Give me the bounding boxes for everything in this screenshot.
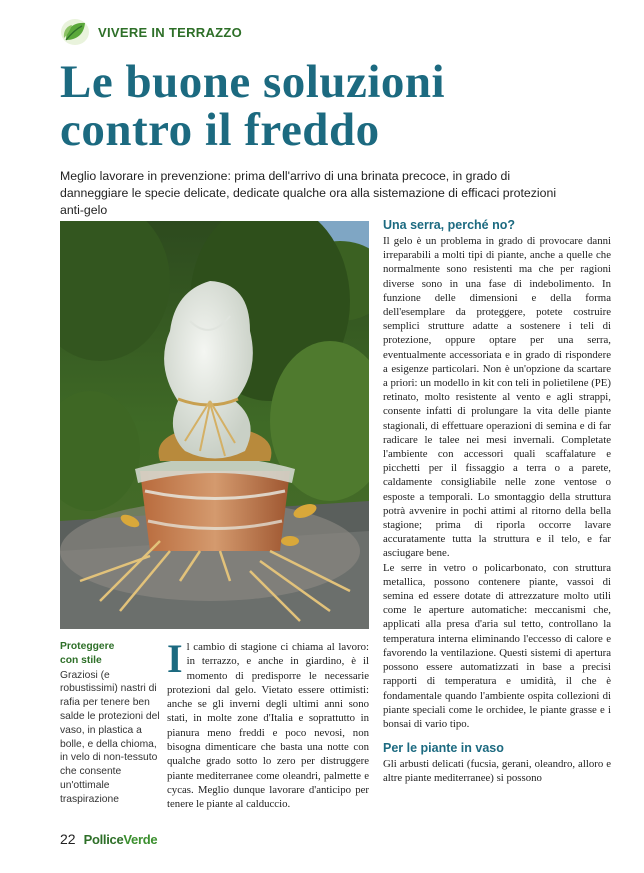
intro-text-block [167, 636, 369, 812]
magazine-name-part2: Verde [123, 832, 158, 847]
caption-subtitle: con stile [60, 654, 102, 666]
section-heading-greenhouse: Una serra, perché no? [383, 218, 515, 232]
title-line-1: Le buone soluzioni [60, 56, 446, 108]
article-deck: Meglio lavorare in prevenzione: prima dell'arrivo di una brinata precoce, in grado di danneggiare le specie delicate, dedicate qualche ora alla sistemazione di efficaci protezioni anti-gelo [60, 169, 557, 217]
leaf-icon [60, 18, 90, 46]
right-column [383, 218, 611, 786]
paragraph: Le serre in vetro o policarbonato, con struttura metallica, possono contenere piante, vassoi di semina ed essere dotate di attrezzature molto utili come le aperture automatiche: meccanismi che, applicati alla presa d'aria sul tetto, controllano la temperatura interna eliminando l'eccesso di calore e favorendo la ventilazione. Questi sistemi di apertura possono essere automatizzati in base a precisi rapporti di temperatura e umidità, il che è fondamentale quando l'ambiente ospita collezioni di piante speciali come le orchidee, le piante grasse e i bonsai di vario tipo. [383, 561, 611, 730]
section-tag [60, 18, 242, 46]
drop-cap: I [167, 636, 183, 681]
caption-title: Proteggere [60, 641, 115, 652]
page-number: 22 [60, 831, 76, 847]
section-heading-potted-plants: Per le piante in vaso [383, 741, 504, 756]
paragraph: Gli arbusti delicati (fucsia, gerani, oleandro, alloro e altre piante mediterranee) si possono [383, 758, 611, 785]
intro-text: l cambio di stagione ci chiama al lavoro: in terrazzo, e anche in giardino, è il momento di predisporre le necessarie protezioni dal gelo. Vietato essere ottimisti: anche se gli inverni degli ultimi anni sono stati, in molte zone d'Italia e soprattutto in pianura meno freddi e poco nevosi, non bisogna dimenticare che basta una notte con qualche grado sotto lo zero per distruggere piante mediterranee come oleandri, palmette e cycas. Meglio dunque lavorare d'anticipo per tenere le piante al calduccio. [167, 641, 369, 811]
magazine-name [84, 832, 158, 847]
title-line-2: contro il freddo [60, 104, 380, 156]
magazine-name-part1: Pollice [83, 832, 124, 847]
article-title [60, 58, 620, 154]
section-label: VIVERE IN TERRAZZO [98, 24, 243, 40]
photo-caption [60, 640, 160, 807]
page-footer [60, 831, 157, 847]
article-photo [60, 221, 369, 629]
protected-plant-illustration [60, 221, 369, 629]
paragraph: Il gelo è un problema in grado di provocare danni irreparabili a molti tipi di piante, anche a quelle che normalmente sono resistenti ma che per ragioni diverse sono in una fase di indebolimento. In funzione delle dimensioni e della forma dell'esemplare da proteggere, potete costruire semplici strutture adatte a sostenere i teli di protezione, oppure optare per una serra, eventualmente accessoriata e in grado di rispondere a esigenze particolari. Non è un'opzione da scartare a priori: un modello in kit con teli in polietilene (PE) retinato, molto resistente al vento e agli strappi, consente infatti di prolungare la vita delle piante stagionali, di effettuare operazioni di semina e di far radicare le talee nei mesi invernali. Completate l'ambiente con accessori quali scaffalature e picchetti per il fissaggio a terra o a parete, caldamente consigliabile nelle zone ventose o esposte a temporali. Lo smontaggio della struttura potrà avvenire in pochi attimi al ritorno della bella stagione; prima di riporla occorre lavare accuratamente tutta la struttura e il telo, e far asciugare bene. [383, 235, 611, 560]
caption-text: Graziosi (e robustissimi) nastri di rafia per tenere ben salde le protezioni del vaso, in plastica a bolle, e della chioma, in velo di non-tessuto che consente un'ottimale traspirazione [60, 669, 160, 805]
